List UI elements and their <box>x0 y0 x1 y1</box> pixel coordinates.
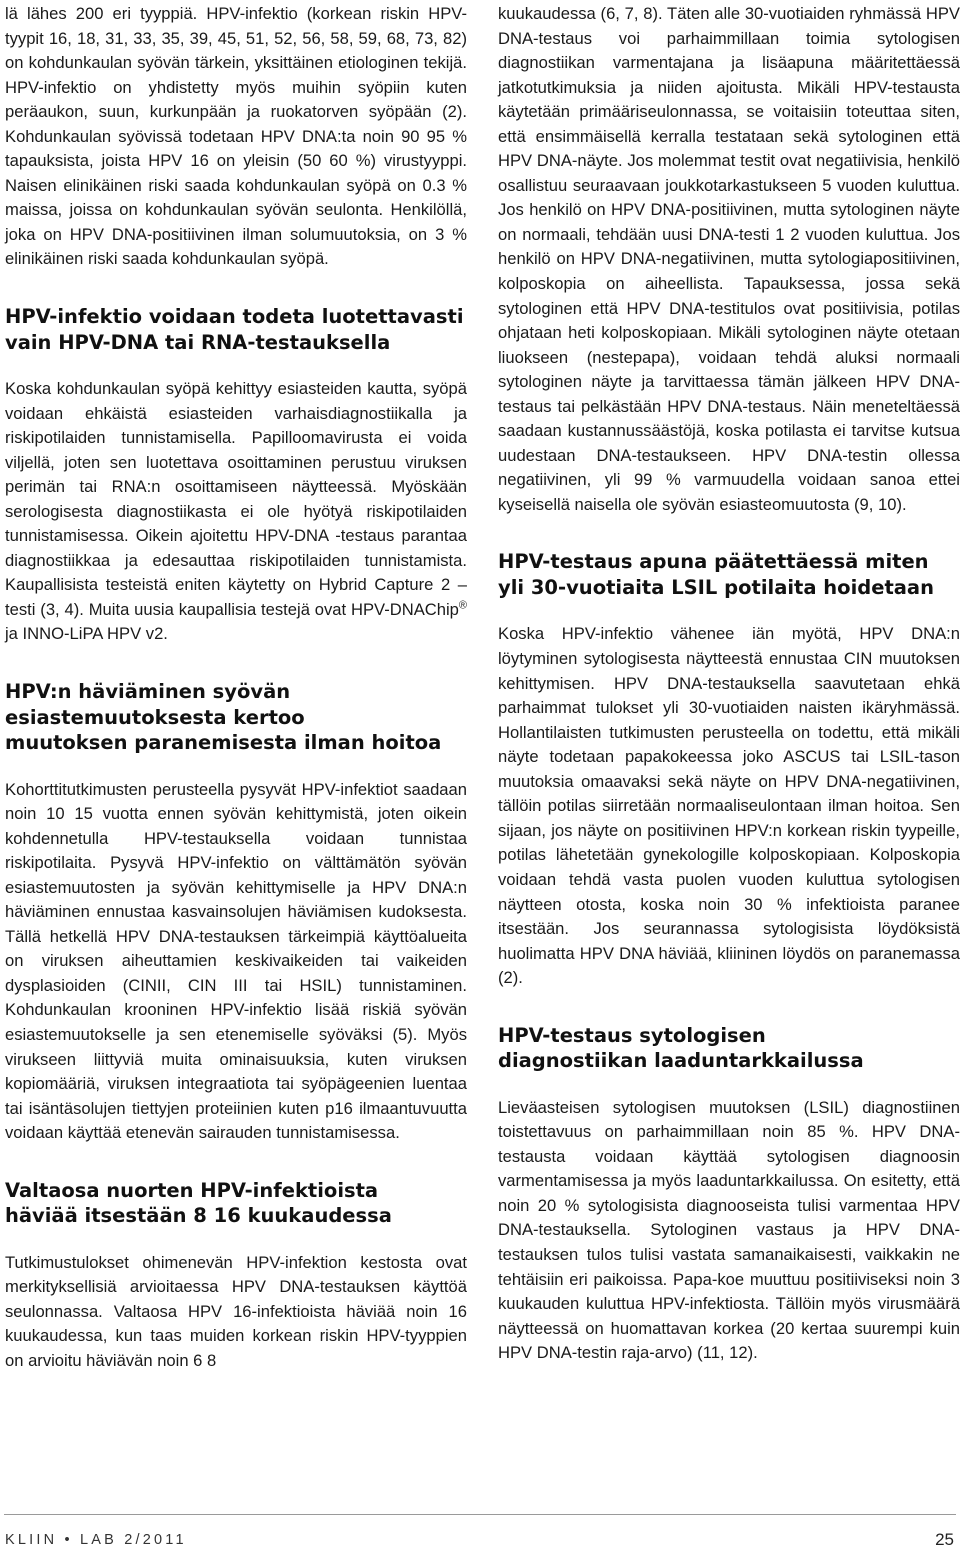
heading-line: HPV-testaus apuna päätettäessä miten <box>498 550 929 574</box>
heading-line: yli 30-vuotiaita LSIL potilaita hoidetaan <box>498 575 934 599</box>
heading-lsil-treatment <box>498 549 960 600</box>
heading-quality-control <box>498 1023 960 1074</box>
heading-line: HPV-infektio voidaan todeta luotettavasti <box>5 305 464 329</box>
heading-line: diagnostiikan laaduntarkkailussa <box>498 1049 864 1073</box>
registered-mark: ® <box>458 599 467 612</box>
heading-line: muutoksen paranemisesta ilman hoitoa <box>5 731 442 755</box>
heading-line: Valtaosa nuorten HPV-infektioista <box>5 1178 379 1202</box>
heading-hpv-detection <box>5 304 467 355</box>
heading-line: HPV:n häviäminen syövän <box>5 680 291 704</box>
right-column <box>498 2 960 1366</box>
footer-divider <box>4 1514 956 1515</box>
heading-line: vain HPV-DNA tai RNA-testauksella <box>5 330 391 354</box>
paragraph-text-end: ja INNO-LiPA HPV v2. <box>5 624 168 644</box>
paragraph-text: Koska kohdunkaulan syöpä kehittyy esiasteiden kautta, syöpä voidaan ehkäistä esiasteiden varhaisdiagnostiikalla ja riskipotilaiden tunnistamisella. Papilloomavirusta ei voida viljellä, joten sen luotettava osoittaminen perustuu viruksen perimän tai RNA:n osoittamiseen näytteessä. Myöskään serologisesta diagnostiikasta ei ole hyötyä riskipotilaiden tunnistamisessa. Oikein ajoitettu HPV-DNA -testaus parantaa diagnostiikkaa ja edesauttaa riskipotilaiden tunnistamista. Kaupallisista testeistä eniten käytetty on Hybrid Capture 2 – testi (3, 4). Muita uusia kaupallisia testejä ovat HPV-DNAChip <box>5 379 467 619</box>
heading-line: häviää itsestään 8 16 kuukaudessa <box>5 1204 392 1228</box>
heading-line: esiastemuutoksesta kertoo <box>5 705 305 729</box>
right-paragraph-screening: kuukaudessa (6, 7, 8). Täten alle 30-vuotiaiden ryhmässä HPV DNA-testaus voi parhaimmillaan toimia sytologisen diagnostiikan varmentajana ja lisäapuna määritettäessä jatkotutkimuksia ja niiden ajoitusta. Mikäli HPV-testausta käytetään primääriseulonnassa, se voitaisiin toteuttaa siten, että ensimmäisellä kerralla testataan sekä sytologinen että HPV DNA-näyte. Jos molemmat testit ovat negatiivisia, henkilö osallistuu seuraavaan joukkotarkastukseen 5 vuoden kuluttua. Jos henkilö on HPV DNA-positiivinen, mutta sytologinen näyte on normaali, tehdään uusi DNA-testi 1 2 vuoden kuluttua. Jos henkilö on HPV DNA-negatiivinen, mutta sytologiapositiivinen, kolposkopia on aiheellista. Tapauksessa, jossa sekä sytologinen että HPV DNA-testitulos ovat positiivisia, potilas ohjataan heti kolposkopiaan. Mikäli sytologinen näyte otetaan liuokseen (nestepapa), voidaan tehdä aluksi normaali sytologinen näyte ja tarvittaessa tämän jälkeen HPV DNA-testaus tai pelkästään HPV DNA-testaus. Näin meneteltäessä saadaan kustannussäästöjä, koska potilasta ei tarvitse kutsua uudestaan DNA-testaukseen. HPV DNA-testin ollessa negatiivinen, yli 99 % varmuudella voidaan sanoa ettei kyseisellä naisella ole syövän esiasteomuutosta (9, 10). <box>498 4 960 514</box>
left-paragraph-intro: lä lähes 200 eri tyyppiä. HPV-infektio (korkean riskin HPV-tyypit 16, 18, 31, 33, 35, 39, 45, 51, 52, 56, 58, 59, 68, 73, 82) on kohdunkaulan syövän tärkein, yksittäinen etiologinen tekijä. HPV-infektio on yhdistetty myös muihin syöpiin kuten peräaukon, suun, kurkunpään ja ruokatorven syöpään (2). Kohdunkaulan syövissä todetaan HPV DNA:ta noin 90 95 % tapauksista, joista HPV 16 on yleisin (50 60 %) virustyyppi. Naisen elinikäinen riski saada kohdunkaulan syöpä on 0.3 % maissa, joissa on kohdunkaulan syövän seulonta. Henkilöllä, joka on HPV DNA-positiivinen ilman solumuutoksia, on 3 % elinikäinen riski saada kohdunkaulan syöpä. <box>5 4 467 269</box>
journal-footer-label: KLIIN • LAB 2/2011 <box>5 1532 187 1548</box>
right-paragraph-lsil: Lieväasteisen sytologisen muutoksen (LSIL) diagnostiinen toistettavuus on parhaimmillaan noin 85 %. HPV DNA-testausta voidaan käyttää sytologisen diagnoosin varmentamisessa ja myös laaduntarkkailussa. On esitetty, että noin 20 % sytologisista diagnooseista tulisi varmentaa HPV DNA-testauksella. Sytologinen vastaus ja HPV DNA-testauksen tulos tulisi vastata samanaikaisesti, vaikkakin ne tehtäisiin eri paikoissa. Papa-koe muuttuu positiiviseksi noin 3 kuukauden kuluttua HPV-infektiosta. Tällöin myös virusmäärä näytteessä on huomattavan korkea (20 kertaa suurempi kuin HPV DNA-testin raja-arvo) (11, 12). <box>498 1097 960 1363</box>
left-column <box>5 2 467 1373</box>
page-number: 25 <box>935 1530 954 1549</box>
left-paragraph-cohort: Kohorttitutkimusten perusteella pysyvät HPV-infektiot saadaan noin 10 15 vuotta ennen syövän kehittymistä, joten oikein kohdennetulla HPV-testauksella voidaan tunnistaa riskipotilaita. Pysyvä HPV-infektio on välttämätön syövän esiastemuutosten ja syövän kehittymiselle ja HPV DNA:n häviäminen ennustaa kasvainsolujen häviämisen kudoksesta. Tällä hetkellä HPV DNA-testauksen tärkeimpiä käyttöalueita on viruksen aiheuttamien keskivaikeiden tai vaikeiden dysplasioiden (CINII, CIN III tai HSIL) tunnistaminen. Kohdunkaulan krooninen HPV-infektio lisää riskiä syövän esiastemuutokselle ja sen etenemiselle syöväksi (5). Myös virukseen liittyviä muita ominaisuuksia, kuten viruksen kopiomääriä, viruksen integraatiota tai syöpägeenien luentaa tai isäntäsolujen tiettyjen proteiinien kuten p16 ilmaantuvuutta voidaan käyttää etenevän sairauden tunnistamisessa. <box>5 779 467 1143</box>
heading-line: HPV-testaus sytologisen <box>498 1023 766 1047</box>
heading-hpv-disappearance <box>5 679 467 756</box>
left-paragraph-duration: Tutkimustulokset ohimenevän HPV-infektion kestosta ovat merkityksellisiä arvioitaessa HPV DNA-testauksen käyttöä seulonnassa. Valtaosa HPV 16-infektioista häviää noin 16 kuukaudessa, kun taas muiden korkean riskin HPV-tyyppien on arvioitu häviävän noin 6 8 <box>5 1252 467 1370</box>
heading-young-infections <box>5 1178 467 1229</box>
left-paragraph-detection <box>5 377 467 647</box>
right-paragraph-age: Koska HPV-infektio vähenee iän myötä, HPV DNA:n löytyminen sytologisesta näytteestä ennustaa CIN muutoksen kehittymisen. HPV DNA-testauksella saavutetaan ehkä parhaimmat tulokset yli 30-vuotiaiden naisten ikäryhmässä. Hollantilaisten tutkimusten perusteella on todettu, että mikäli näyte todetaan papakokeessa joko ASCUS tai LSIL-tason muutoksia omaavaksi sekä näyte on HPV DNA-negatiivinen, tällöin potilas siirretään normaaliseulontaan ilman hoitoa. Sen sijaan, jos näyte on positiivinen HPV:n korkean riskin tyypeille, potilas lähetetään gynekologille kolposkopiaan. Kolposkopia voidaan tehdä vasta puolen vuoden kuluttua sytologisen näytteen otosta, koska noin 30 % infektioista paranee itsestään. Jos seurannassa sytologisista löydöksistä huolimatta HPV DNA häviää, kliininen löydös on paranemassa (2). <box>498 624 960 988</box>
